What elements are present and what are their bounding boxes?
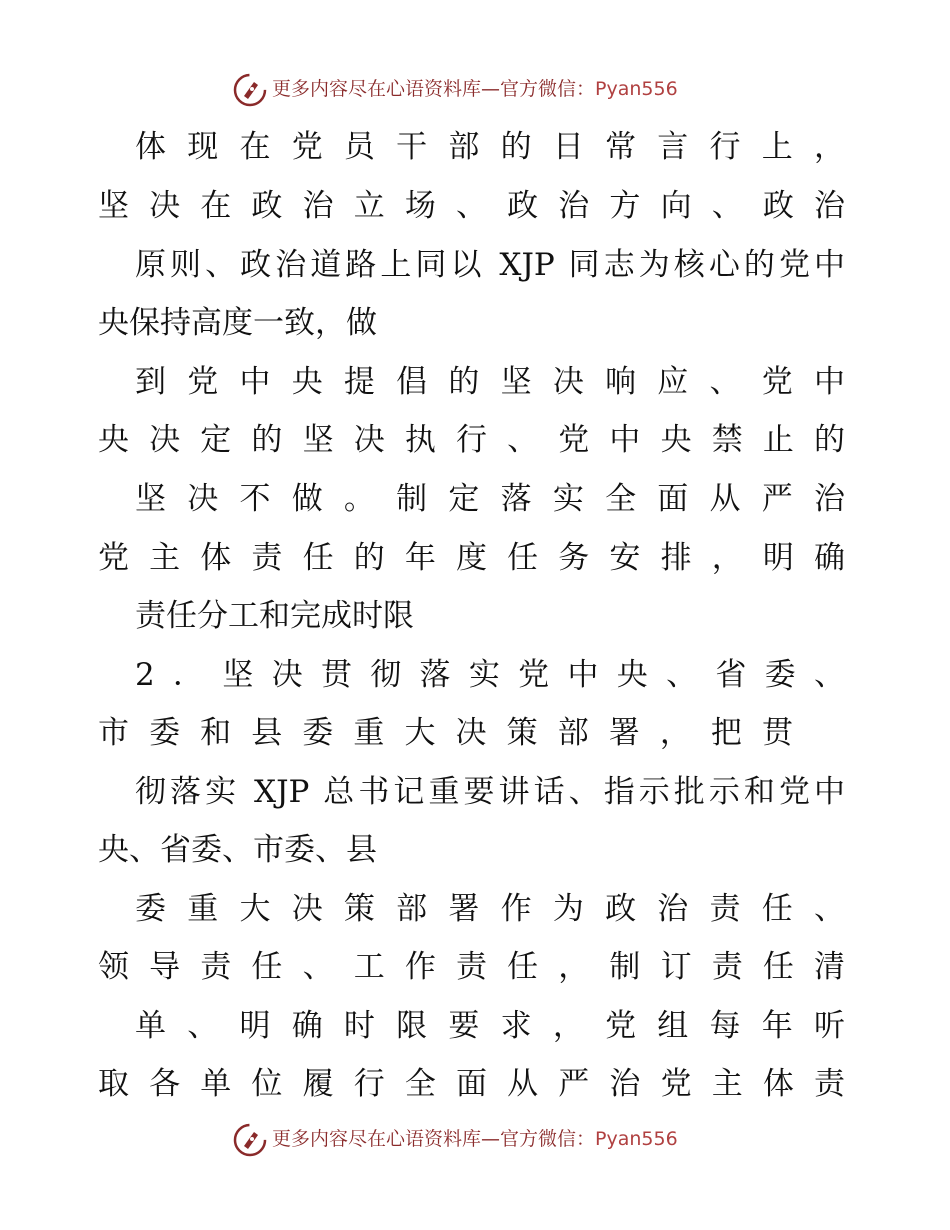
text-line: 党主体责任的年度任务安排，明确 <box>98 540 845 576</box>
text-line: 取各单位履行全面从严治党主体责 <box>98 1066 845 1102</box>
text-line: 责任分工和完成时限 <box>135 598 414 634</box>
text-line: 市委和县委重大决策部署，把贯 <box>98 715 793 751</box>
text-line: 委重大决策部署作为政治责任、 <box>135 891 845 927</box>
text-line: 央保持高度一致，做 <box>98 305 377 341</box>
pen-nib-logo-icon <box>232 1122 268 1158</box>
pen-nib-logo-icon <box>232 72 268 108</box>
text-line: 央、省委、市委、县 <box>98 832 377 868</box>
text-line: 单、明确时限要求，党组每年听 <box>135 1008 845 1044</box>
watermark-wechat-id: Pyan556 <box>595 78 678 100</box>
text-line: 原则、政治道路上同以 XJP 同志为核心的党中 <box>135 247 845 283</box>
text-line: 2．坚决贯彻落实党中央、省委、 <box>135 657 845 693</box>
watermark-footer <box>0 1120 950 1160</box>
watermark-wechat-id: Pyan556 <box>595 1128 678 1150</box>
text-line: 彻落实 XJP 总书记重要讲话、指示批示和党中 <box>135 774 845 810</box>
text-line: 领导责任、工作责任，制订责任清 <box>98 949 845 985</box>
text-line: 坚决在政治立场、政治方向、政治 <box>98 188 845 224</box>
watermark-header <box>0 70 950 110</box>
text-line: 央决定的坚决执行、党中央禁止的 <box>98 422 845 458</box>
watermark-text: 更多内容尽在心语资料库—官方微信： <box>272 1128 596 1150</box>
text-line: 坚决不做。制定落实全面从严治 <box>135 481 845 517</box>
watermark-text: 更多内容尽在心语资料库—官方微信： <box>272 78 596 100</box>
text-line: 体现在党员干部的日常言行上， <box>135 129 845 165</box>
text-line: 到党中央提倡的坚决响应、党中 <box>135 364 845 400</box>
